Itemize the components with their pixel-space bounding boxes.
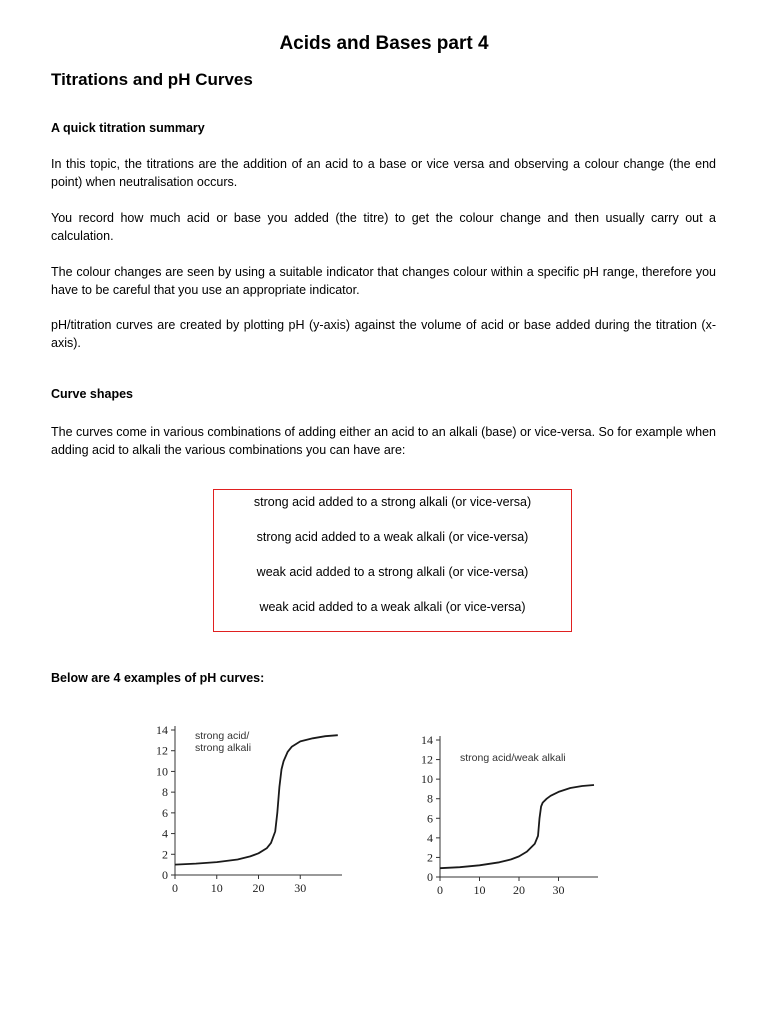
ph-curve-line <box>440 785 594 868</box>
ph-curve-chart-strong-strong <box>140 715 350 905</box>
x-tick-label: 20 <box>513 883 525 897</box>
page-subtitle: Titrations and pH Curves <box>51 70 253 89</box>
y-tick-label: 12 <box>156 743 168 758</box>
x-tick-label: 30 <box>552 883 565 897</box>
y-tick-label: 6 <box>162 805 168 820</box>
y-tick-label: 14 <box>421 733 433 747</box>
y-tick-label: 4 <box>162 826 168 841</box>
y-tick-label: 2 <box>162 847 168 862</box>
x-tick-label: 30 <box>294 881 307 895</box>
x-tick-label: 20 <box>252 881 265 895</box>
combination-item: weak acid added to a strong alkali (or vice-versa) <box>256 565 529 579</box>
y-tick-label: 4 <box>427 830 433 845</box>
paragraph-ph-curves: pH/titration curves are created by plotting pH (y-axis) against the volume of acid or base added during the titration (x-axis). <box>51 318 716 350</box>
ph-curve-svg <box>140 715 350 905</box>
page-title: Acids and Bases part 4 <box>279 33 489 54</box>
y-tick-label: 2 <box>427 850 433 865</box>
combination-item: strong acid added to a weak alkali (or vice-versa) <box>256 530 529 544</box>
combination-item: strong acid added to a strong alkali (or vice-versa) <box>253 495 532 509</box>
y-tick-label: 8 <box>427 791 433 806</box>
y-tick-label: 8 <box>162 785 168 800</box>
paragraph-combinations-intro: The curves come in various combinations of adding either an acid to an alkali (base) or vice-versa. So for example when adding acid to alkali the various combinations you can have are: <box>51 425 716 457</box>
ph-curve-chart-strong-weak <box>408 728 604 908</box>
ph-curve-svg <box>408 728 604 908</box>
x-tick-label: 0 <box>172 881 178 895</box>
paragraph-titre: You record how much acid or base you added (the titre) to get the colour change and then usually carry out a calculation. <box>51 211 716 243</box>
y-tick-label: 6 <box>427 811 433 826</box>
y-tick-label: 0 <box>162 868 168 882</box>
section-heading-titration-summary: A quick titration summary <box>51 121 205 135</box>
y-tick-label: 10 <box>421 772 433 787</box>
paragraph-titration-intro: In this topic, the titrations are the addition of an acid to a base or vice versa and observing a colour change (the end point) when neutralisation occurs. <box>51 157 716 189</box>
ph-curve-line <box>175 735 338 864</box>
x-tick-label: 0 <box>437 883 443 897</box>
examples-intro: Below are 4 examples of pH curves: <box>51 671 265 685</box>
section-heading-curve-shapes: Curve shapes <box>51 387 133 401</box>
chart-legend-label: strong acid/ <box>195 730 250 742</box>
combinations-box <box>213 489 572 632</box>
chart-legend-label: strong acid/weak alkali <box>460 752 566 764</box>
x-tick-label: 10 <box>210 881 223 895</box>
chart-legend-label: strong alkali <box>195 742 252 754</box>
y-tick-label: 10 <box>156 764 168 779</box>
y-tick-label: 0 <box>427 870 433 884</box>
y-tick-label: 14 <box>156 723 168 737</box>
y-tick-label: 12 <box>421 752 433 767</box>
x-tick-label: 10 <box>473 883 486 897</box>
paragraph-indicator: The colour changes are seen by using a suitable indicator that changes colour within a specific pH range, therefore you have to be careful that you use an appropriate indicator. <box>51 265 716 297</box>
combination-item: weak acid added to a weak alkali (or vice-versa) <box>259 600 526 614</box>
